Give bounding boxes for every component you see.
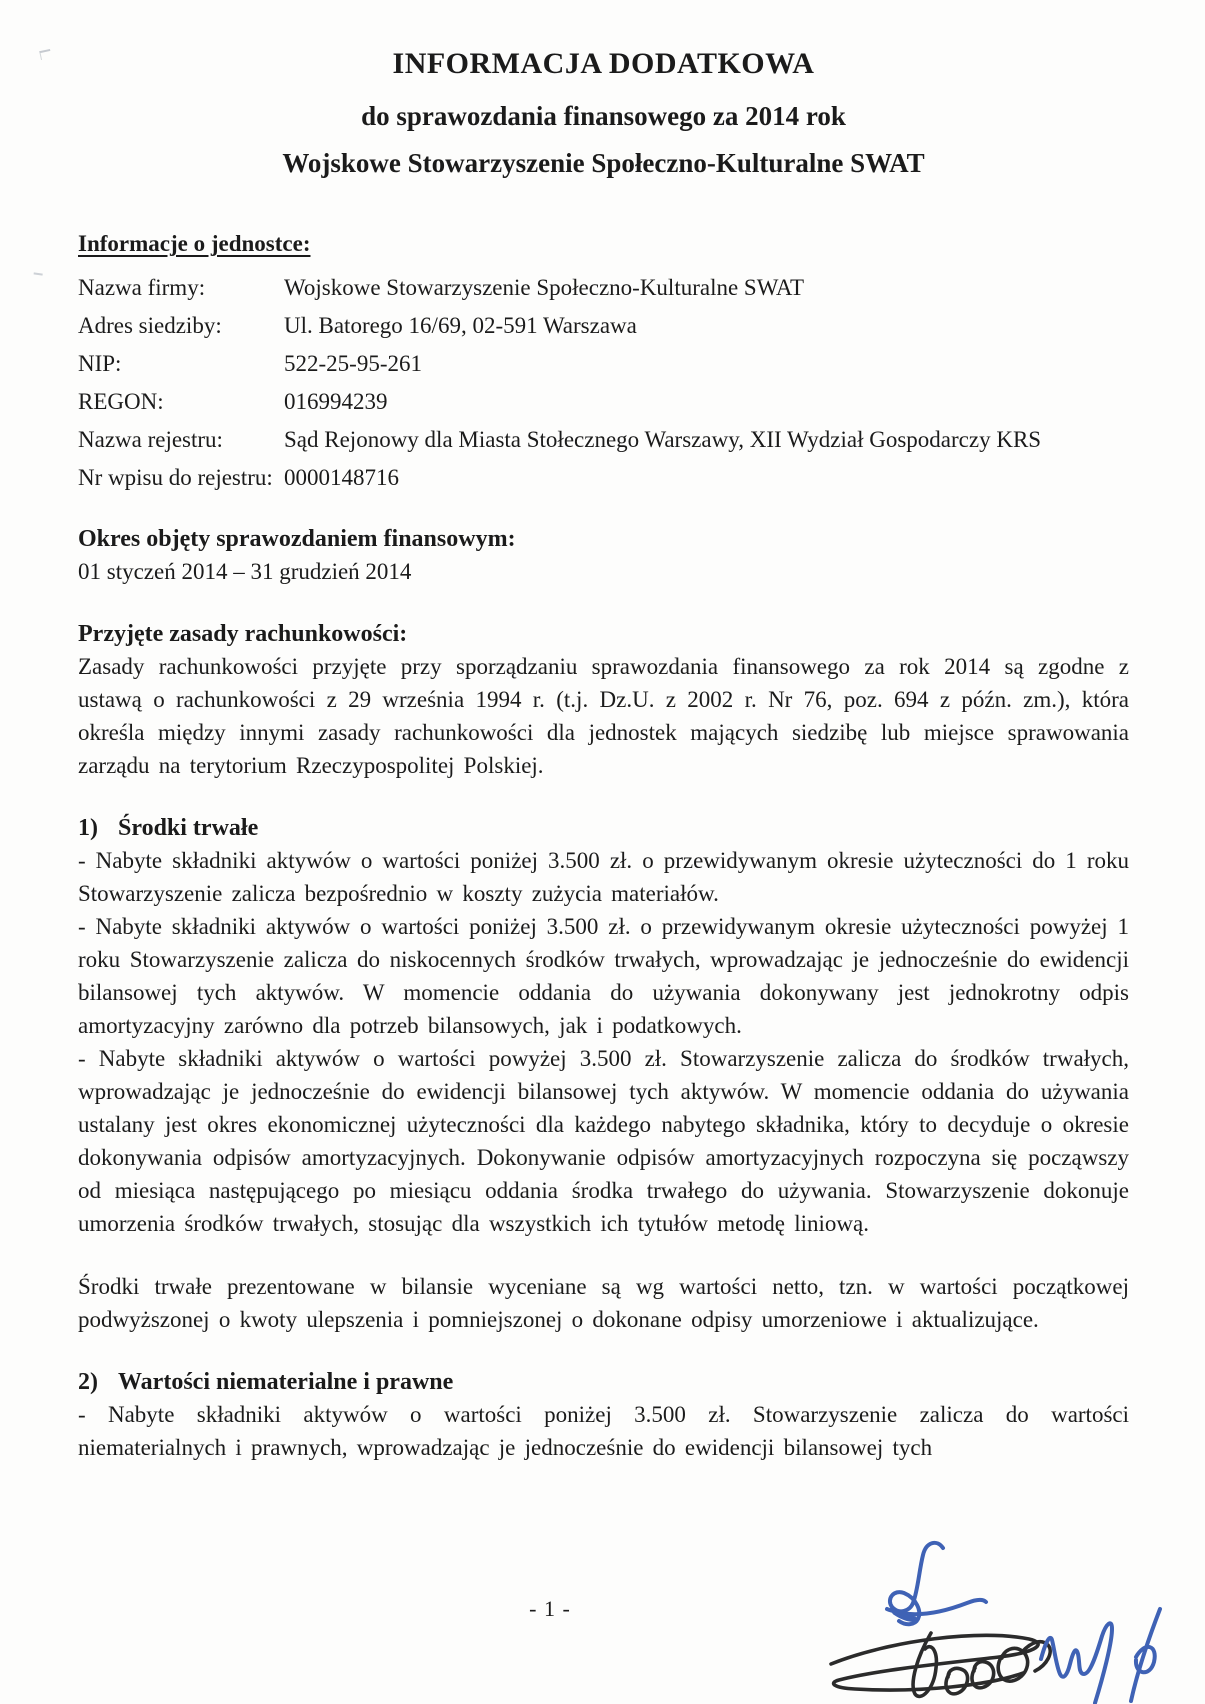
section-1-paragraph: - Nabyte składniki aktywów o wartości poniżej 3.500 zł. o przewidywanym okresie użyteczności powyżej 1 roku Stowarzyszenie zalicza do niskocennych środków trwałych, wprowadzając je jednocześnie do ewidencji bilansowej tych aktywów. W momencie oddania do używania dokonywany jest jednokrotny odpis amortyzacyjny zarówno dla potrzeb bilansowych, jak i podatkowych. <box>78 914 1129 1038</box>
info-value: Wojskowe Stowarzyszenie Społeczno-Kulturalne SWAT <box>284 275 804 300</box>
info-row-nip <box>78 345 1129 383</box>
info-row-register-number <box>78 459 1129 497</box>
signature-blue-scribble <box>1041 1609 1160 1703</box>
section-1-note: Środki trwałe prezentowane w bilansie wyceniane są wg wartości netto, tzn. w wartości początkowej podwyższonej o kwoty ulepszenia i pomniejszonej o dokonane odpisy umorzeniowe i aktualizujące. <box>78 1274 1129 1332</box>
info-row-address <box>78 307 1129 345</box>
info-value: 016994239 <box>284 389 388 414</box>
info-value: Sąd Rejonowy dla Miasta Stołecznego Warszawy, XII Wydział Gospodarczy KRS <box>284 427 1042 452</box>
info-value: 0000148716 <box>284 465 399 490</box>
document-header <box>78 46 1129 179</box>
page-number: - 1 - <box>529 1596 571 1621</box>
section-1-number: 1) <box>78 815 98 841</box>
section-1-paragraph: - Nabyte składniki aktywów o wartości poniżej 3.500 zł. o przewidywanym okresie użyteczności do 1 roku Stowarzyszenie zalicza bezpośrednio w koszty zużycia materiałów. <box>78 848 1129 906</box>
info-value: 522-25-95-261 <box>284 351 422 376</box>
info-row-company-name <box>78 269 1129 307</box>
document-subtitle: do sprawozdania finansowego za 2014 rok <box>361 101 846 131</box>
section-2-number: 2) <box>78 1369 98 1395</box>
period-value: 01 styczeń 2014 – 31 grudzień 2014 <box>78 559 412 584</box>
section-2-heading <box>78 1367 1129 1398</box>
section-2-title: Wartości niematerialne i prawne <box>118 1369 454 1395</box>
info-label: REGON: <box>78 389 164 414</box>
accounting-policies-heading: Przyjęte zasady rachunkowości: <box>78 621 408 647</box>
info-label: NIP: <box>78 351 122 376</box>
info-label: Nazwa firmy: <box>78 275 206 300</box>
info-row-regon <box>78 383 1129 421</box>
section-2-paragraph: - Nabyte składniki aktywów o wartości poniżej 3.500 zł. Stowarzyszenie zalicza do wartości niematerialnych i prawnych, wprowadzając je jednocześnie do ewidencji bilansowej tych <box>78 1402 1129 1460</box>
scan-artifact <box>34 267 44 275</box>
document-title: INFORMACJA DODATKOWA <box>392 47 815 80</box>
info-label: Nr wpisu do rejestru: <box>78 465 273 490</box>
section-1-heading <box>78 813 1129 844</box>
section-1-paragraph: - Nabyte składniki aktywów o wartości powyżej 3.500 zł. Stowarzyszenie zalicza do środków trwałych, wprowadzając je jednocześnie do ewidencji bilansowej tych aktywów. W momencie oddania do używania ustalany jest okres ekonomicznej użyteczności dla każdego nabytego składnika, który to decyduje o okresie dokonywania odpisów amortyzacyjnych. Dokonywanie odpisów amortyzacyjnych rozpoczyna się począwszy od miesiąca następującego po miesiącu oddania środka trwałego do używania. Stowarzyszenie dokonuje umorzenia środków trwałych, stosując dla wszystkich ich tytułów metodę liniową. <box>78 1046 1129 1236</box>
section-1-title: Środki trwałe <box>118 815 259 841</box>
info-row-register-name <box>78 421 1129 459</box>
info-label: Nazwa rejestru: <box>78 427 223 452</box>
accounting-policies-body: Zasady rachunkowości przyjęte przy sporządzaniu sprawozdania finansowego za rok 2014 są zgodne z ustawą o rachunkowości z 29 września 1994 r. (t.j. Dz.U. z 2002 r. Nr 76, poz. 694 z późn. zm.), która określa między innymi zasady rachunkowości dla jednostek mających siedzibę lub miejsce sprawowania zarządu na terytorium Rzeczypospolitej Polskiej. <box>78 654 1129 778</box>
info-label: Adres siedziby: <box>78 313 222 338</box>
unit-info-heading: Informacje o jednostce: <box>78 231 311 256</box>
info-value: Ul. Batorego 16/69, 02-591 Warszawa <box>284 313 637 338</box>
unit-info-table <box>78 269 1129 497</box>
scan-artifact <box>39 49 52 60</box>
signature-black-scribble <box>831 1633 1050 1696</box>
organization-name: Wojskowe Stowarzyszenie Społeczno-Kulturalne SWAT <box>282 148 925 178</box>
period-heading: Okres objęty sprawozdaniem finansowym: <box>78 526 516 552</box>
